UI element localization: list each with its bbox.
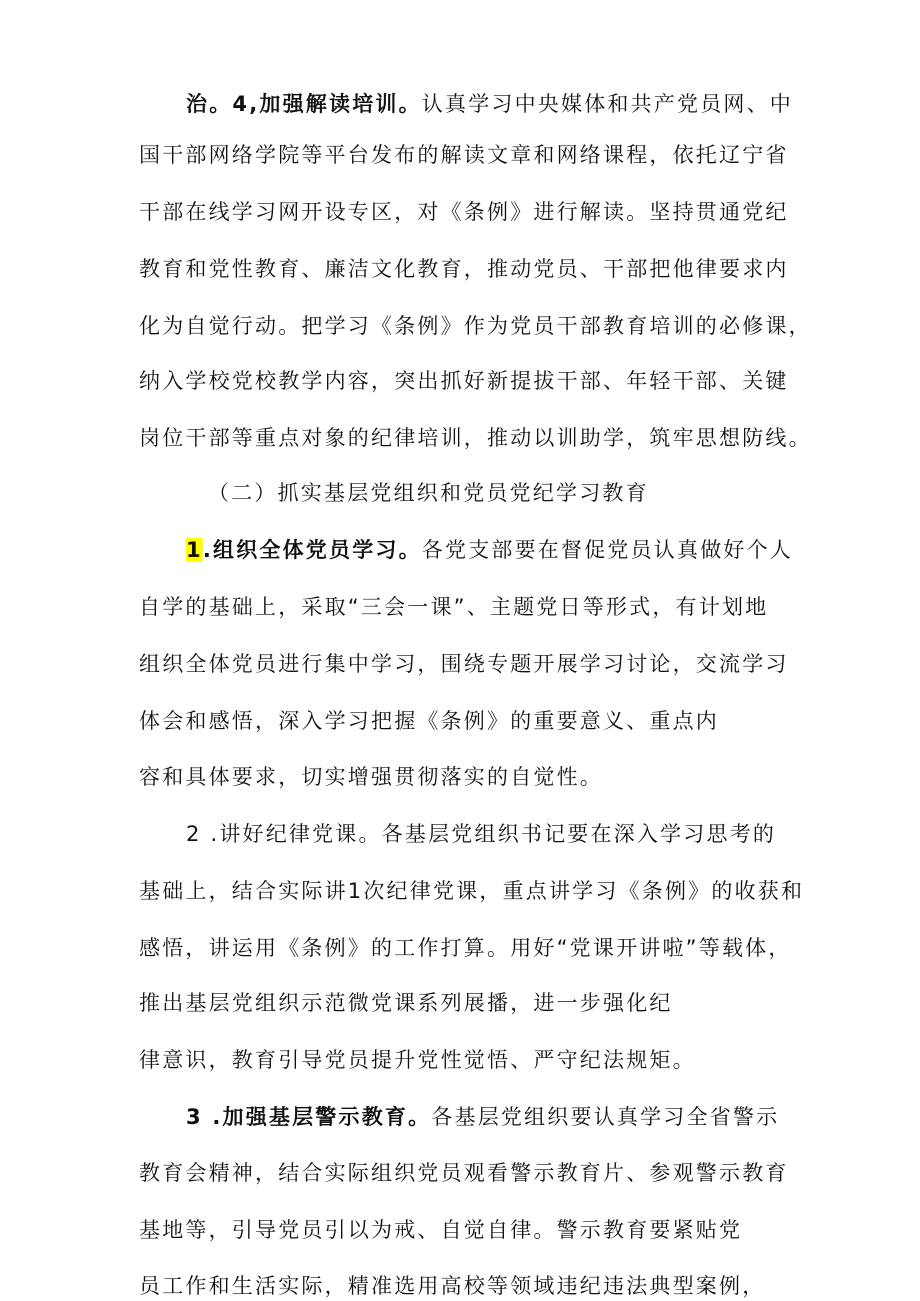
section-heading-3: .加强基层警示教育。 bbox=[212, 1105, 432, 1129]
item-number-2: 2 bbox=[186, 822, 211, 846]
text-line: 教育和党性教育、廉洁文化教育，推动党员、干部把他律要求内 bbox=[139, 257, 789, 281]
text-line: 国干部网络学院等平台发布的解读文章和网络课程，依托辽宁省 bbox=[139, 143, 789, 167]
subsection-heading: （二）抓实基层党组织和党员党纪学习教育 bbox=[208, 481, 649, 505]
text-line: 组织全体党员进行集中学习，围绕专题开展学习讨论，交流学习 bbox=[139, 652, 789, 676]
highlighted-number: 1 bbox=[186, 538, 203, 562]
text-line: 体会和感悟，深入学习把握《条例》的重要意义、重点内 bbox=[139, 709, 719, 733]
section-heading-1: .组织全体党员学习。 bbox=[202, 538, 422, 562]
text-line: 2 .讲好纪律党课。各基层党组织书记要在深入学习思考的 bbox=[186, 822, 777, 846]
text-line: 3 .加强基层警示教育。各基层党组织要认真学习全省警示 bbox=[186, 1105, 780, 1129]
text-line: 干部在线学习网开设专区，对《条例》进行解读。坚持贯通党纪 bbox=[139, 200, 789, 224]
text-line: 治。4,加强解读培训。认真学习中央媒体和共产党员网、中 bbox=[186, 92, 793, 116]
text-line: 1.组织全体党员学习。各党支部要在督促党员认真做好个人 bbox=[186, 538, 793, 562]
text-line: 纳入学校党校教学内容，突出抓好新提拔干部、年轻干部、关键 bbox=[139, 369, 789, 393]
text-line: 教育会精神，结合实际组织党员观看警示教育片、参观警示教育 bbox=[139, 1161, 789, 1185]
text-line: 化为自觉行动。把学习《条例》作为党员干部教育培训的必修课， bbox=[139, 314, 812, 338]
text-line: 基地等，引导党员引以为戒、自觉自律。警示教育要紧贴党 bbox=[139, 1218, 743, 1242]
text-line: 感悟，讲运用《条例》的工作打算。用好“党课开讲啦”等载体， bbox=[139, 936, 792, 960]
text-line: 律意识，教育引导党员提升党性觉悟、严守纪法规矩。 bbox=[139, 1048, 696, 1072]
section-heading-4: 治。4,加强解读培训。 bbox=[186, 92, 422, 116]
text-line: 岗位干部等重点对象的纪律培训，推动以训助学，筑牢思想防线。 bbox=[139, 426, 812, 450]
text-line: 基础上，结合实际讲1次纪律党课，重点讲学习《条例》的收获和 bbox=[139, 879, 805, 903]
item-number-3: 3 bbox=[186, 1105, 213, 1129]
text-line: 推出基层党组织示范微党课系列展播，进一步强化纪 bbox=[139, 991, 673, 1015]
text-line: 容和具体要求，切实增强贯彻落实的自觉性。 bbox=[139, 765, 603, 789]
text-line: 自学的基础上，采取“三会一课”、主题党日等形式，有计划地 bbox=[139, 595, 769, 619]
text-line: 员工作和生活实际，精准选用高校等领域违纪违法典型案例， bbox=[139, 1274, 766, 1298]
